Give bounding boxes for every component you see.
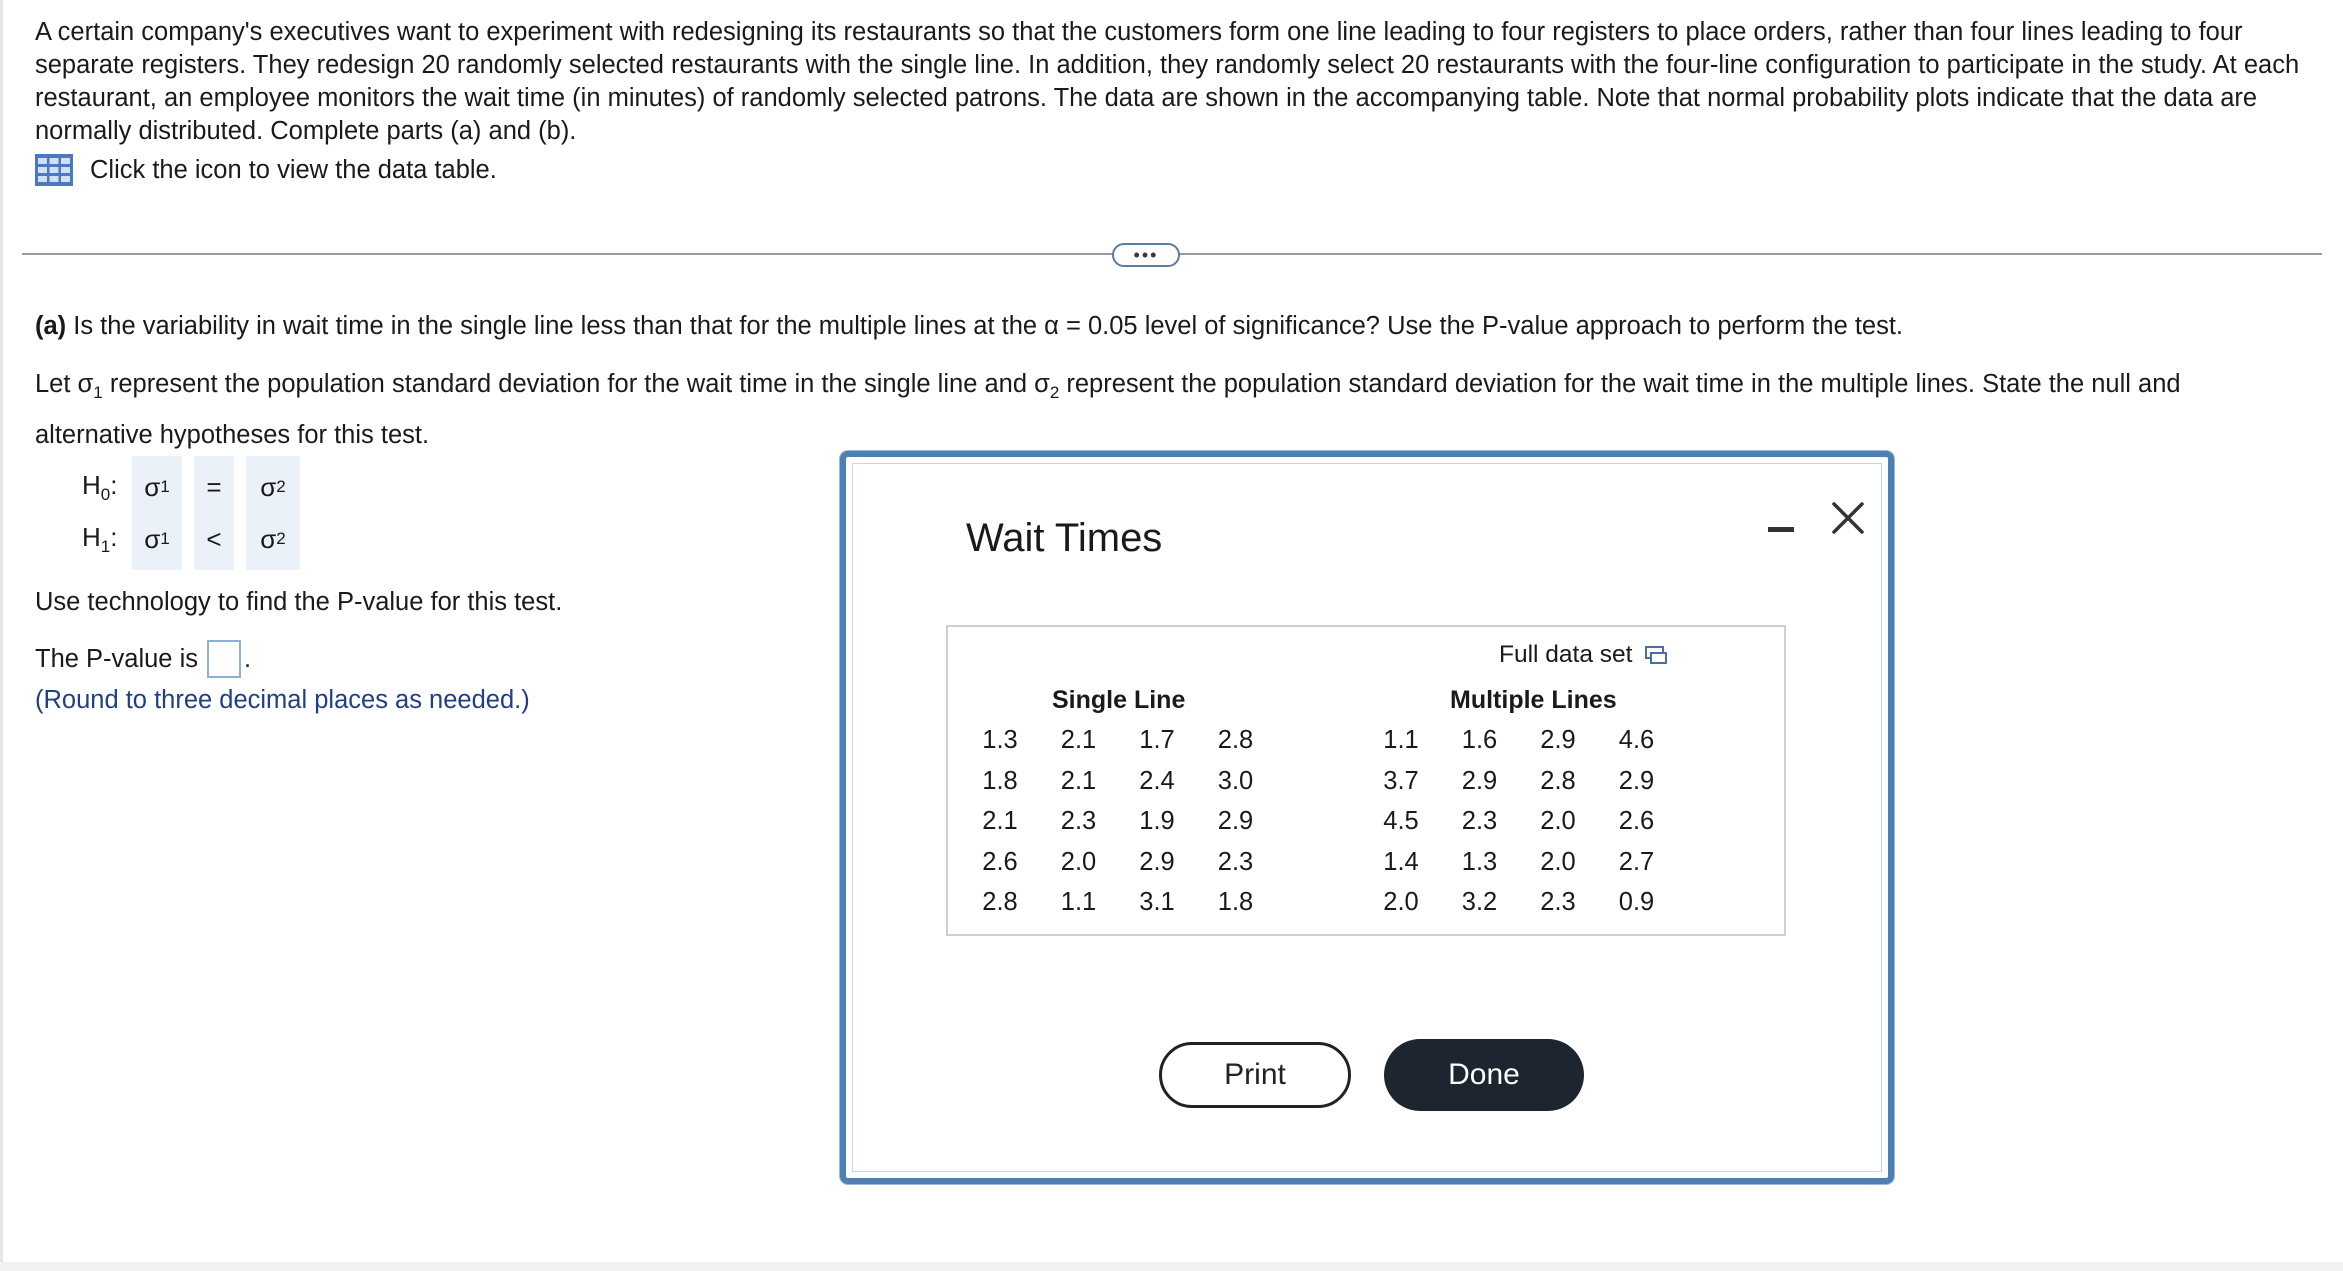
multiple-lines-header: Multiple Lines	[1450, 686, 1617, 714]
view-data-table-link[interactable]	[35, 152, 497, 188]
pvalue-period: .	[244, 644, 252, 673]
let-sub-2: 2	[1049, 383, 1060, 402]
minimize-icon[interactable]	[1764, 509, 1798, 543]
table-cell: 2.9	[1618, 766, 1655, 795]
h1-left-dropdown[interactable]: σ 1	[132, 508, 182, 570]
part-a-label: (a)	[35, 312, 67, 340]
table-cell: 2.9	[1461, 766, 1498, 795]
table-cell: 2.3	[1540, 888, 1576, 916]
let-sub-1: 1	[93, 383, 103, 402]
question-intro: A certain company's executives want to experiment with redesigning its restaurants so that the customers form one line leading to four registers to place orders, rather than four lines leading to four separate registers. They redesign 20 randomly selected restaurants with the single line. In addition, they randomly select 20 restaurants with the four-line configuration to participate in the study. At each restaurant, an employee monitors the wait time (in minutes) of randomly selected patrons. The data are shown in the accompanying table. Note that normal probability plots indicate that the data are normally distributed. Complete parts (a) and (b).	[35, 18, 2300, 145]
done-button[interactable]: Done	[1384, 1039, 1584, 1111]
table-cell: 2.9	[1217, 807, 1254, 835]
h1-right-dropdown[interactable]: σ 2	[246, 508, 300, 570]
table-cell: 2.6	[1618, 807, 1655, 835]
let-text-1: Let σ	[35, 370, 94, 398]
h0-left-dropdown[interactable]: σ 1	[132, 456, 182, 518]
table-cell: 2.8	[1540, 766, 1576, 795]
table-cell: 1.8	[982, 766, 1018, 795]
close-icon[interactable]	[1826, 496, 1870, 540]
part-a-question	[35, 310, 2305, 343]
dialog-title: Wait Times	[966, 516, 1163, 560]
table-cell: 1.1	[1060, 888, 1097, 916]
left-border	[0, 0, 3, 1271]
table-cell: 2.4	[1139, 766, 1175, 795]
table-cell: 2.0	[1383, 888, 1419, 916]
single-line-header: Single Line	[1052, 686, 1186, 714]
data-link-text[interactable]: Click the icon to view the data table.	[90, 155, 497, 184]
table-cell: 3.2	[1461, 888, 1498, 916]
pvalue-label: The P-value is	[35, 644, 198, 673]
table-cell: 1.1	[1383, 726, 1419, 754]
h0-operator-dropdown[interactable]: =	[194, 456, 234, 518]
table-cell: 3.0	[1217, 766, 1254, 795]
table-cell: 2.0	[1540, 807, 1576, 835]
table-cell: 1.9	[1139, 807, 1175, 835]
table-cell: 1.7	[1139, 726, 1175, 754]
table-cell: 2.9	[1540, 726, 1576, 754]
table-cell: 2.1	[1060, 726, 1097, 754]
rounding-note: (Round to three decimal places as needed.)	[35, 686, 530, 714]
table-cell: 4.6	[1618, 726, 1655, 754]
table-cell: 1.8	[1217, 888, 1254, 916]
wait-times-dialog	[840, 451, 1894, 1184]
h0-label: $H_0$:	[82, 469, 118, 504]
table-cell: 2.6	[982, 847, 1018, 876]
h0-right-dropdown[interactable]: σ 2	[246, 456, 300, 518]
table-cell: 2.0	[1540, 847, 1576, 876]
h1-operator-dropdown[interactable]: <	[194, 508, 234, 570]
data-table	[946, 625, 1786, 936]
table-grid-icon[interactable]	[35, 154, 73, 186]
table-cell: 2.1	[1060, 766, 1097, 795]
table-cell: 1.3	[1461, 847, 1498, 876]
technology-instruction: Use technology to find the P-value for this test.	[35, 588, 563, 616]
pvalue-row	[35, 640, 251, 678]
table-cell: 3.1	[1139, 888, 1175, 916]
table-cell: 1.3	[982, 726, 1018, 754]
table-cell: 0.9	[1618, 888, 1655, 916]
table-cell: 3.7	[1383, 766, 1419, 795]
let-text-2: represent the population standard deviation for the wait time in the single line and σ	[102, 370, 1050, 398]
table-cell: 2.3	[1217, 847, 1254, 876]
hypotheses-instructions	[35, 363, 2305, 457]
copy-icon[interactable]	[1644, 644, 1668, 666]
print-button[interactable]: Print	[1159, 1042, 1351, 1108]
let-text-3: represent the population standard deviation for the wait time in the multiple lines. State the null and alternative hypotheses for this test.	[35, 370, 2181, 449]
expand-more-button[interactable]: •••	[1112, 243, 1180, 267]
table-cell: 2.1	[982, 807, 1018, 835]
full-data-set-link[interactable]	[1499, 641, 1668, 669]
alternative-hypothesis	[82, 508, 312, 570]
h1-label: $H_1$:	[82, 521, 118, 556]
pvalue-input[interactable]	[207, 640, 241, 678]
table-cell: 2.3	[1060, 807, 1097, 835]
table-cell: 2.8	[1217, 726, 1254, 754]
full-data-set-label[interactable]: Full data set	[1499, 641, 1633, 668]
table-cell: 2.8	[982, 888, 1018, 916]
bottom-bar	[0, 1262, 2343, 1271]
table-cell: 2.7	[1618, 847, 1655, 876]
table-cell: 1.6	[1461, 726, 1498, 754]
part-a-text: Is the variability in wait time in the single line less than that for the multiple lines at the α = 0.05 level of significance? Use the P-value approach to perform the test.	[73, 312, 1904, 340]
table-cell: 1.4	[1383, 847, 1419, 876]
table-cell: 2.3	[1461, 807, 1498, 835]
table-cell: 4.5	[1383, 807, 1419, 835]
table-cell: 2.9	[1139, 847, 1175, 876]
table-cell: 2.0	[1060, 847, 1097, 876]
